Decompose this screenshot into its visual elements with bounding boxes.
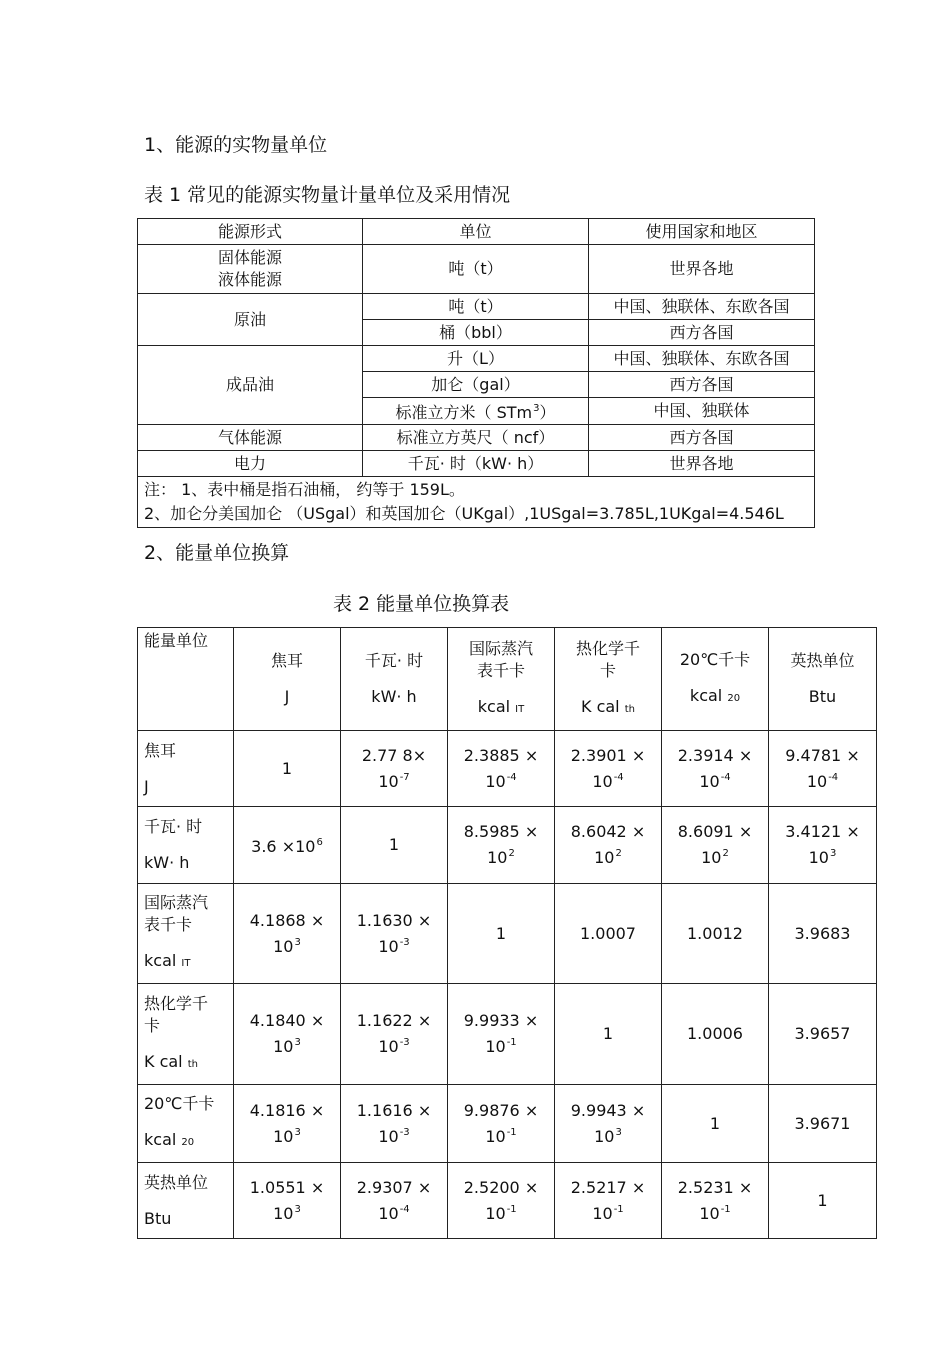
table-cell: 西方各国 <box>589 320 815 346</box>
table-cell: 3.4121 × $10^3$ <box>769 807 877 884</box>
table-cell: 3.9683 <box>769 884 877 984</box>
table-cell: 8.6091 × $10^2$ <box>662 807 769 884</box>
table-cell: 3.9671 <box>769 1085 877 1163</box>
table-cell: 千瓦· 时（kW· h） <box>363 451 589 477</box>
table-cell: 升（L） <box>363 346 589 372</box>
spacer <box>144 1194 233 1208</box>
table-cell: 桶（bbl） <box>363 320 589 346</box>
table-cell: 3.9657 <box>769 984 877 1085</box>
table-row <box>138 294 815 320</box>
table2-caption: 表 2 能量单位换算表 <box>333 593 510 615</box>
table-cell: 2.5231 × $10^{-1}$ <box>662 1163 769 1239</box>
table-cell: 原油 <box>138 294 363 346</box>
row-header-cell: 焦耳 J <box>138 731 234 807</box>
spacer <box>144 1037 233 1051</box>
section-heading-1: 1、能源的实物量单位 <box>144 134 328 156</box>
table-row <box>138 346 815 372</box>
row-header-cell: 国际蒸汽 表千卡 kcal IT <box>138 884 234 984</box>
table-cell: 2.77 8× $10^{-7}$ <box>341 731 448 807</box>
table-cell: 加仑（gal） <box>363 372 589 398</box>
table-cell: 1.0551 × $10^3$ <box>234 1163 341 1239</box>
spacer <box>144 762 233 776</box>
table-header-row <box>138 628 877 731</box>
spacer <box>144 1115 233 1129</box>
table-cell: 中国、独联体、东欧各国 <box>589 346 815 372</box>
spacer <box>769 672 876 686</box>
column-header-cell: 英热单位 Btu <box>769 628 877 731</box>
column-header-cell: 千瓦· 时 kW· h <box>341 628 448 731</box>
section-heading-2: 2、能量单位换算 <box>144 542 290 564</box>
table-row <box>138 807 877 884</box>
table-cell: 9.9943 × $10^3$ <box>555 1085 662 1163</box>
spacer <box>662 671 768 685</box>
table-cell: 1 <box>448 884 555 984</box>
table-cell: 4.1816 × $10^3$ <box>234 1085 341 1163</box>
table-cell: 固体能源 液体能源 <box>138 245 363 294</box>
row-header-cell: 英热单位 Btu <box>138 1163 234 1239</box>
table-cell: 1 <box>662 1085 769 1163</box>
spacer <box>144 838 233 852</box>
table-cell: 8.5985 × $10^2$ <box>448 807 555 884</box>
spacer <box>448 682 554 696</box>
table-row <box>138 1085 877 1163</box>
table-cell: 1.0007 <box>555 884 662 984</box>
table-cell: 1.0012 <box>662 884 769 984</box>
row-header-cell: 20℃千卡 kcal 20 <box>138 1085 234 1163</box>
table-cell: 1.0006 <box>662 984 769 1085</box>
table-cell: 2.5200 × $10^{-1}$ <box>448 1163 555 1239</box>
spacer <box>341 672 447 686</box>
table-cell: 中国、独联体、东欧各国 <box>589 294 815 320</box>
table1-caption: 表 1 常见的能源实物量计量单位及采用情况 <box>144 184 511 206</box>
table-cell: 9.9876 × $10^{-1}$ <box>448 1085 555 1163</box>
table-cell: 2.3901 × $10^{-4}$ <box>555 731 662 807</box>
corner-header-cell: 能量单位 <box>138 628 234 731</box>
table-note-row <box>138 477 815 528</box>
table-cell: 1.1630 × $10^{-3}$ <box>341 884 448 984</box>
table-cell: 西方各国 <box>589 372 815 398</box>
spacer <box>234 672 340 686</box>
table-row <box>138 1163 877 1239</box>
spacer <box>144 936 233 950</box>
table-row <box>138 884 877 984</box>
table-cell: 1 <box>341 807 448 884</box>
table-cell: 中国、独联体 <box>589 398 815 425</box>
conversion-table <box>137 627 877 1239</box>
column-header-cell: 热化学千 卡 K cal th <box>555 628 662 731</box>
table-cell: 2.3914 × $10^{-4}$ <box>662 731 769 807</box>
table-cell: 1 <box>234 731 341 807</box>
table-cell: 吨（t） <box>363 294 589 320</box>
table-row <box>138 425 815 451</box>
table-cell: 2.9307 × $10^{-4}$ <box>341 1163 448 1239</box>
table-cell: 标准立方英尺（ ncf） <box>363 425 589 451</box>
table-row <box>138 984 877 1085</box>
table-row <box>138 245 815 294</box>
table-cell: 电力 <box>138 451 363 477</box>
table-cell: 1.1622 × $10^{-3}$ <box>341 984 448 1085</box>
table-cell: 成品油 <box>138 346 363 425</box>
table-cell: 9.4781 × $10^{-4}$ <box>769 731 877 807</box>
table-note: 注： 1、表中桶是指石油桶， 约等于 159L。 2、加仑分美国加仑 （USgal）和英国加仑（UKgal）,1USgal=3.785L,1UKgal=4.546L <box>138 477 815 528</box>
spacer <box>555 682 661 696</box>
table-cell: 西方各国 <box>589 425 815 451</box>
header-cell: 使用国家和地区 <box>589 219 815 245</box>
table-cell: 标准立方米（ STm$^3$） <box>363 398 589 425</box>
table-cell: 4.1840 × $10^3$ <box>234 984 341 1085</box>
column-header-cell: 焦耳 J <box>234 628 341 731</box>
table-row <box>138 451 815 477</box>
row-header-cell: 热化学千 卡 K cal th <box>138 984 234 1085</box>
table-header-row <box>138 219 815 245</box>
header-cell: 单位 <box>363 219 589 245</box>
table-cell: 4.1868 × $10^3$ <box>234 884 341 984</box>
table-cell: 气体能源 <box>138 425 363 451</box>
table-cell: 2.3885 × $10^{-4}$ <box>448 731 555 807</box>
table-cell: 2.5217 × $10^{-1}$ <box>555 1163 662 1239</box>
table-cell: 1 <box>555 984 662 1085</box>
table-row <box>138 731 877 807</box>
table-cell: 世界各地 <box>589 451 815 477</box>
table-cell: 8.6042 × $10^2$ <box>555 807 662 884</box>
table-cell: 1 <box>769 1163 877 1239</box>
table-cell: 吨（t） <box>363 245 589 294</box>
header-cell: 能源形式 <box>138 219 363 245</box>
table-cell: $3.6 \times 10^6$ <box>234 807 341 884</box>
column-header-cell: 国际蒸汽 表千卡 kcal IT <box>448 628 555 731</box>
table-cell: 世界各地 <box>589 245 815 294</box>
table-cell: 9.9933 × $10^{-1}$ <box>448 984 555 1085</box>
column-header-cell: 20℃千卡 kcal 20 <box>662 628 769 731</box>
row-header-cell: 千瓦· 时 kW· h <box>138 807 234 884</box>
table-cell: 1.1616 × $10^{-3}$ <box>341 1085 448 1163</box>
unit-table <box>137 218 815 528</box>
